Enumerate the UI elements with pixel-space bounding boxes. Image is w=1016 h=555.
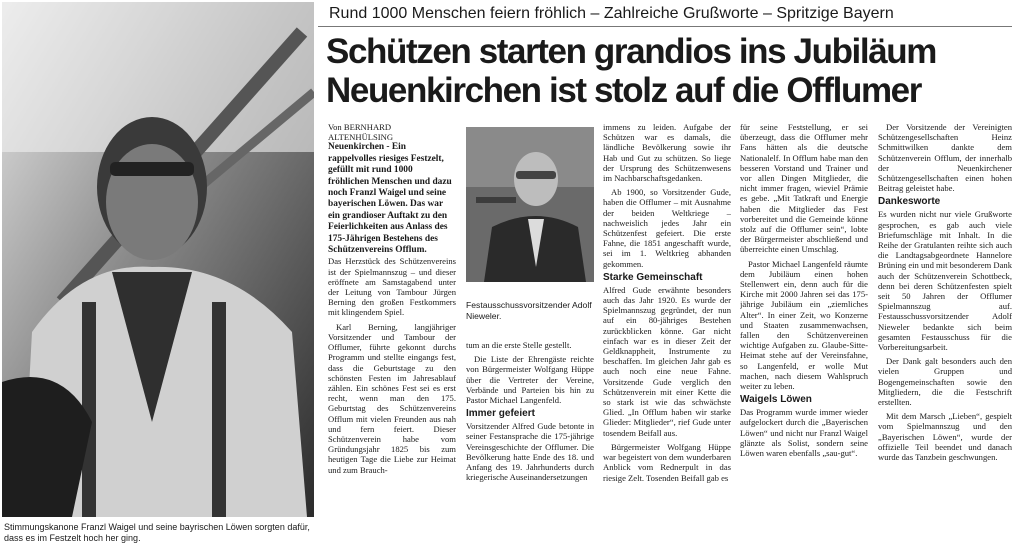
paragraph: immens zu leiden. Aufgabe der Schützen war es damals, die ländliche Bevölkerung sowie ihr Hab und Gut zu schützen. So liege der Ursprung des Schützenwesens im Nachbarschaftsgedanken. <box>603 122 731 184</box>
headline-line-1: Schützen starten grandios ins Jubiläum <box>326 32 936 71</box>
paragraph: Es wurden nicht nur viele Grußworte gesprochen, es gab auch viele Briefumschläge mit Inhalt. In die Reihe der Gratulanten reihte sich auch die Landtagsabgeordnete Hannelore Brüning ein und mit besonderem Dank auch der Schützenverein Schottbeck, denn bei deren Schützenfesten spielt seit 50 Jahren der Offlumer Spielmannszug auf. Festausschussvorsitzender Adolf Nieweler bedankte sich beim gesamten Festausschuss für die Vorbereitungsarbeit. <box>878 209 1012 353</box>
article-column-4 <box>740 122 868 552</box>
subheading: Starke Gemeinschaft <box>603 271 703 283</box>
subheading: Waigels Löwen <box>740 394 812 406</box>
paragraph: Der Dank galt besonders auch den vielen Gruppen und Bogengemeinschaften sowie den Mitgliedern, die die Festschrift erstellten. <box>878 356 1012 408</box>
article-column-1 <box>328 122 456 552</box>
paragraph: Das Programm wurde immer wieder aufgelockert durch die „Bayerischen Löwen“ und nicht nur Franzl Waigel glänzte als Solist, sondern seine Löwen waren ebenfalls „sau-gut“. <box>740 407 868 459</box>
paragraph: Ab 1900, so Vorsitzender Gude, haben die Offlumer – mit Ausnahme der beiden Weltkriege – nachweislich jedes Jahr ein Schützenfest gefeiert. Die erste Fahne, die 1851 angeschafft wurde, sei im 1. Weltkrieg abhanden gekommen. <box>603 187 731 269</box>
paragraph: Das Herzstück des Schützenvereins ist der Spielmannszug – und dieser eröffnete am Samstagabend unter der Leitung von Tambour Jürgen Berning den großen Festkommers mit klingendem Spiel. <box>328 256 456 318</box>
paragraph: Vorsitzender Alfred Gude betonte in seiner Festansprache die 175-jährige Vereinsgeschichte der Offlumer. Die Bevölkerung hatte Ende des 18. und Anfang des 19. Jahrhunderts durch kriegerische Auseinandersetzungen <box>466 421 594 483</box>
paragraph: Pastor Michael Langenfeld räumte dem Jubiläum einen hohen Stellenwert ein, denn auch für die Kirche mit 2000 Jahren sei das 175-jährige Jubiläum ein „ziemliches Alter“. In einer Zeit, wo Konzerne und Staaten zusammenwachsen, fallen den Schützenvereinen wichtige Aufgaben zu. Glaube-Sitte-Heimat stehe auf der Vereinsfahne, so Langenfeld, er wolle Mut machen, nach diesem Wahlspruch weiter zu leben. <box>740 258 868 392</box>
paragraph: Alfred Gude erwähnte besonders auch das Jahr 1920. Es wurde der Spielmannszug gegründet, der nun auf ein 80-jähriges Bestehen zurückblicken könne. Gar nicht einfach war es in dieser Zeit der Geldknappheit, Instrumente zu beschaffen. Im gleichen Jahr gab es auch noch eine neue Fahne. Vorsitzende Gude verglich den Schützenverein mit einer Kette die so stark ist wie das schwächste Glied. „In Offlum haben wir starke Glieder: Mitglieder“, rief Gude unter tosendem Beifall aus. <box>603 284 731 438</box>
portrait-caption: Festausschussvorsitzender Adolf Nieweler. <box>466 300 592 321</box>
byline-line-1: Von BERNHARD <box>328 122 392 132</box>
headline <box>326 32 1012 110</box>
lead-paragraph: Neuenkirchen - Ein rappelvolles riesiges Festzelt, gefüllt mit rund 1000 fröhlichen Menschen und dazu noch Franzl Waigel und seine bayerischen Löwen. Das war ein grandioser Auftakt zu den Feierlichkeiten aus Anlass des 175-Jährigen Bestehens des Schützenvereins Offlum. <box>328 142 452 256</box>
subheading: Dankesworte <box>878 196 941 208</box>
main-photo-caption: Stimmungskanone Franzl Waigel und seine bayrischen Löwen sorgten dafür, dass es im Festzelt hoch her ging. <box>4 522 310 543</box>
paragraph: tum an die erste Stelle gestellt. <box>466 340 572 350</box>
byline-line-2: ALTENHÜLSING <box>328 132 394 143</box>
paragraph: Bürgermeister Wolfgang Hüppe war begeistert von dem wunderbaren Anblick vom Rednerpult in das riesige Zelt. Tosenden Beifall gab es <box>603 441 731 483</box>
paragraph: Der Vorsitzende der Vereinigten Schützengesellschaften Heinz Schmittwilken dankte dem Schützenverein Offlum, der innerhalb der Neuenkirchener Schützengesellschaften einen hohen Beitrag geleistet habe. <box>878 122 1012 194</box>
paragraph: Karl Berning, langjähriger Vorsitzender und Tambour der Offlumer, führte gekonnt durchs Programm und stellte eingangs fest, dass die Geburtstage zu den schönsten Festen im Jahresablauf zählen. Ein schönes Fest sei es erst recht, wenn man den 175. Geburtstag des Schützenvereins Offlum mit vielen Freunden aus nah und fern feiert. Dieser Schützenverein habe vom Gründungsjahr 1825 bis zum heutigen Tage die Liebe zur Heimat und zum Brauch- <box>328 321 456 475</box>
main-photo <box>2 2 314 517</box>
paragraph: Mit dem Marsch „Lieben“, gespielt vom Spielmannszug und den „Bayerischen Löwen“, wurde der offizielle Teil beendet und danach wurde das Tanzbein geschwungen. <box>878 411 1012 463</box>
headline-line-2: Neuenkirchen ist stolz auf die Offlumer <box>326 71 921 110</box>
kicker-divider <box>318 26 1012 27</box>
article-column-3 <box>603 122 731 552</box>
portrait-photo <box>466 127 594 282</box>
paragraph: Die Liste der Ehrengäste reichte von Bürgermeister Wolfgang Hüppe über die Vertreter der Vereine, Verbände und Parteien bis hin zu Pastor Michael Langenfeld. <box>466 354 594 406</box>
article-column-2 <box>466 340 594 552</box>
byline <box>328 122 456 142</box>
kicker-line: Rund 1000 Menschen feiern fröhlich – Zahlreiche Grußworte – Spritzige Bayern <box>329 5 894 22</box>
paragraph: für seine Feststellung, er sei überzeugt, dass die Offlumer mehr Fans hätten als die deutsche Nationalelf. In Offlum habe man den besseren Vorstand und Trainer und vor allen Dingen Mitglieder, die nicht immer fragen, wieviel Prämie es gebe. „Mit Tatkraft und Energie haben die Mitglieder das Fest vorbereitet und die Gemeinde könne stolz auf die Offlumer sein“, lobte der Bürgermeister abschließend und überreichte einen Umschlag. <box>740 122 868 255</box>
article-column-5 <box>878 122 1012 552</box>
subheading: Immer gefeiert <box>466 408 535 420</box>
